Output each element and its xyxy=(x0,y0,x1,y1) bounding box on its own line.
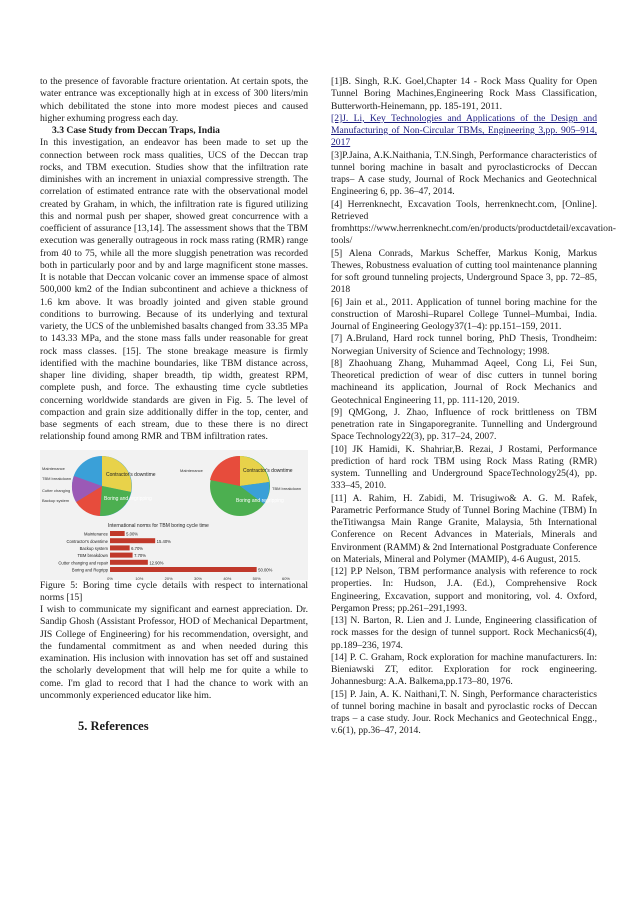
left-column xyxy=(40,76,308,732)
x-tick-label: 30% xyxy=(193,575,203,580)
reference-item: [14] P. C. Graham, Rock exploration for machine manufacturers. In: Bieniawski ZT, editor. Exploration for rock engineering. Johannesburg: A.A. Balkema,pp.173–80, 1976. xyxy=(331,651,597,688)
reference-item: [3]P.Jaina, A.K.Naithania, T.N.Singh, Performance characteristics of tunnel boring machine in basalt and pyroclasticrocks of Deccan traps– A case study, Journal of Rock Mechanics and Geotechnical Engineering 6, pp. 36–47, 2014. xyxy=(331,149,597,198)
reference-item-link[interactable]: [2]J. Li, Key Technologies and Applications of the Design and Manufacturing of Non-Circular TBMs, Engineering 3,pp. 905–914, 2017 xyxy=(331,112,597,149)
figure-5 xyxy=(40,450,308,580)
figure-5-image xyxy=(40,450,308,580)
references-list xyxy=(331,76,616,738)
bar-category-label: Backup system xyxy=(79,545,108,551)
x-tick-label: 40% xyxy=(223,575,232,580)
paragraph-acknowledgement: I wish to communicate my significant and earnest appreciation. Dr. Sandip Ghosh (Assistant Professor, HOD of Mechanical Department, JIS College of Engineering) for his recommendation, oversight, and the fundamental commitment as and when needed during this examination. His inclusion with innovation has set off and sustained the scholarly development that will help me for quite a while to come. I'm glad to record that I had the chance to work with an uncommonly experienced educator like him. xyxy=(40,604,308,701)
paragraph-case-study: In this investigation, an endeavor has been made to set up the connection between rock mass qualities, UCS of the Deccan trap rocks, and TBM execution. Studies show that the infiltration rate diminishes with an increment in uniaxial compressive strength. The correlation of estimated entrance rate with the observational model created by Graham, in which, the infiltration rate is figured utilizing this and normal push per shaper, showed great concurrence with a coefficient of assurance [13,14]. The assessment shows that the TBM execution was generally outrageous in rock mass rating (RMR) range from 40 to 75, while all the more sluggish penetration was recorded both in particularly poor and by and large magnificent stone masses. It is notable that Deccan volcanic cover an immense space of almost 500,000 km2 of the Indian subcontinent and achieve a thickness of 1.6 km above. It was broadly jointed and given stable ground conditions to burrowing. Because of its underlying and textural variety, the UCS of the unblemished basalts changed from 33.35 MPa to 143.33 MPa, and the stone mass falls under reasonable for great rock mass classes. [15]. The stone breakage measure is firmly identified with the machine boundaries, like TBM distance across, shaper line dividing, shaper breadth, tip width, greatest RPM, complete push, and force. The exhausting time cycle subtleties concerning worldwide standards are given in Fig. 5. The level of compaction and grain size additionally differ in the top, center, and base segments of each stream, due to these there is no direct relationship found among RMR and TBM infiltration rates. xyxy=(40,137,308,443)
x-tick-label: 20% xyxy=(164,575,173,580)
reference-item: [8] Zhaohuang Zhang, Muhammad Aqeel, Cong Li, Fei Sun, Theoretical prediction of wear of disc cutters in tunnel boring machineand its application, Journal of Rock Mechanics and Geotechnical Engineering 11, pp. 111-120, 2019. xyxy=(331,357,597,406)
bar-category-label: Cutter changing and repair xyxy=(58,559,108,565)
x-tick-label: 10% xyxy=(135,575,144,580)
bar xyxy=(110,531,125,536)
bar xyxy=(110,567,257,572)
x-tick-label: 60% xyxy=(281,575,291,580)
pie-left-label-5: Backup system xyxy=(42,497,70,503)
pie-right-label-2: TBM breakdown xyxy=(272,485,302,491)
bar xyxy=(110,538,155,543)
bar xyxy=(110,552,133,557)
pie-left-label-3: TBM breakdown xyxy=(42,475,72,481)
bar-category-label: TBM breakdown xyxy=(77,552,108,558)
reference-item: [6] Jain et al., 2011. Application of tunnel boring machine for the construction of Maroshi–Ruparel College Tunnel–Mumbai, India. Journal of Engineering Geology37(1–4): pp.151–159, 2011. xyxy=(331,296,597,332)
pie-left-label-2: Maintenance xyxy=(42,465,65,471)
bar-chart-title: International norms for TBM boring cycle time xyxy=(108,522,209,529)
bar xyxy=(110,559,148,564)
bar-value-label: 6.70% xyxy=(131,545,144,551)
bar-category-label: Maintenance xyxy=(84,531,108,537)
x-tick-label: 0% xyxy=(107,575,113,580)
reference-item: [7] A.Bruland, Hard rock tunnel boring, PhD Thesis, Trondheim: Norwegian University of Science and Technology; 1998. xyxy=(331,333,597,357)
bar-value-label: 50.00% xyxy=(258,567,273,573)
reference-item: [15] P. Jain, A. K. Naithani,T. N. Singh, Performance characteristics of tunnel boring machine in basalt and pyroclastic rocks of Deccan traps – a case study. Jour. Rock Mechanics and Geotechnical Engg., v.6(1), pp.36–47, 2014. xyxy=(331,688,597,737)
pie-right-label-3: Maintenance xyxy=(180,467,203,473)
reference-item: [5] Alena Conrads, Markus Scheffer, Markus Konig, Markus Thewes, Robustness evaluation of cutting tool maintenance planning for soft ground tunneling projects, Underground Space 3, pp. 72–85, 2018 xyxy=(331,247,597,296)
bar xyxy=(110,545,130,550)
x-tick-label: 50% xyxy=(252,575,261,580)
pie-left-label-1: Boring and regripping xyxy=(104,495,152,502)
bar-value-label: 12.90% xyxy=(149,559,164,565)
reference-item: [12] P.P Nelson, TBM performance analysis with reference to rock properties. In: Hudson, J.A. (Ed.), Comprehensive Rock Engineering, Excavation, support and monitoring, vol. 4. Oxford, Pergamon Press; pp.261–291,1993. xyxy=(331,566,597,614)
bar-value-label: 5.00% xyxy=(126,531,139,537)
references-heading: 5. References xyxy=(78,719,149,733)
bar-category-label: Boring and Regripp xyxy=(71,567,108,573)
reference-item: [10] JK Hamidi, K. Shahriar,B. Rezai, J Rostami, Performance prediction of hard rock TBM using Rock Mass Rating (RMR) system. Tunnelling and Underground SpaceTechnology25(4), pp. 333–45, 2010. xyxy=(331,443,597,492)
reference-item: [1]B. Singh, R.K. Goel,Chapter 14 - Rock Mass Quality for Open Tunnel Boring Machines,Engineering Rock Mass Classification, Butterworth-Heinemann, pp. 185-191, 2011. xyxy=(331,76,597,112)
reference-item: [13] N. Barton, R. Lien and J. Lunde, Engineering classification of rock masses for the design of tunnel support. Rock Mechanics6(4), pp.189–236, 1974. xyxy=(331,615,597,651)
bar-category-label: Contractor's downtime xyxy=(66,538,108,544)
pie-right-label-0: Contractor's downtime xyxy=(243,467,293,474)
reference-item: [11] A. Rahim, H. Zabidi, M. Trisugiwo& A. G. M. Rafek, Parametric Performance Study of Tunnel Boring Machine (TBM) In theTitiwangsa Main Range Granite, Malaysia, 5th International Conference on Recent Advances in Materials, Minerals and Environment (RAMM) & 2nd International Postgraduate Conference on Materials, Mineral and Polymer (MAMIP), 4-6 August, 2015. xyxy=(331,492,597,565)
pie-left-label-4: Cutter changing xyxy=(42,487,71,493)
pie-right-label-1: Boring and regripping xyxy=(236,497,284,504)
figure-caption: Figure 5: Boring time cycle details with respect to international norms [15] xyxy=(40,579,308,603)
reference-item: [9] QMGong, J. Zhao, Influence of rock brittleness on TBM penetration rate in Singaporegranite. Tunnelling and Underground Space Technology22(3), pp. 317–24, 2007. xyxy=(331,406,597,443)
bar-value-label: 15.40% xyxy=(156,538,171,544)
bar-value-label: 7.70% xyxy=(134,552,146,558)
reference-item: [4] Herrenknecht, Excavation Tools, herrenknecht.com, [Online]. Retrieved fromhttps://www.herrenknecht.com/en/products/productdetail/excavation-tools/ xyxy=(331,198,616,247)
paragraph-intro: to the presence of favorable fracture orientation. At certain spots, the water entrance was exceptionally high at in excess of 300 liters/min which debilitated the stone into more modest pieces and caused higher exhuming progress each day. xyxy=(40,76,308,124)
pie-left-label-0: Contractor's downtime xyxy=(106,471,156,478)
section-heading-case-study: 3.3 Case Study from Deccan Traps, India xyxy=(52,125,220,136)
